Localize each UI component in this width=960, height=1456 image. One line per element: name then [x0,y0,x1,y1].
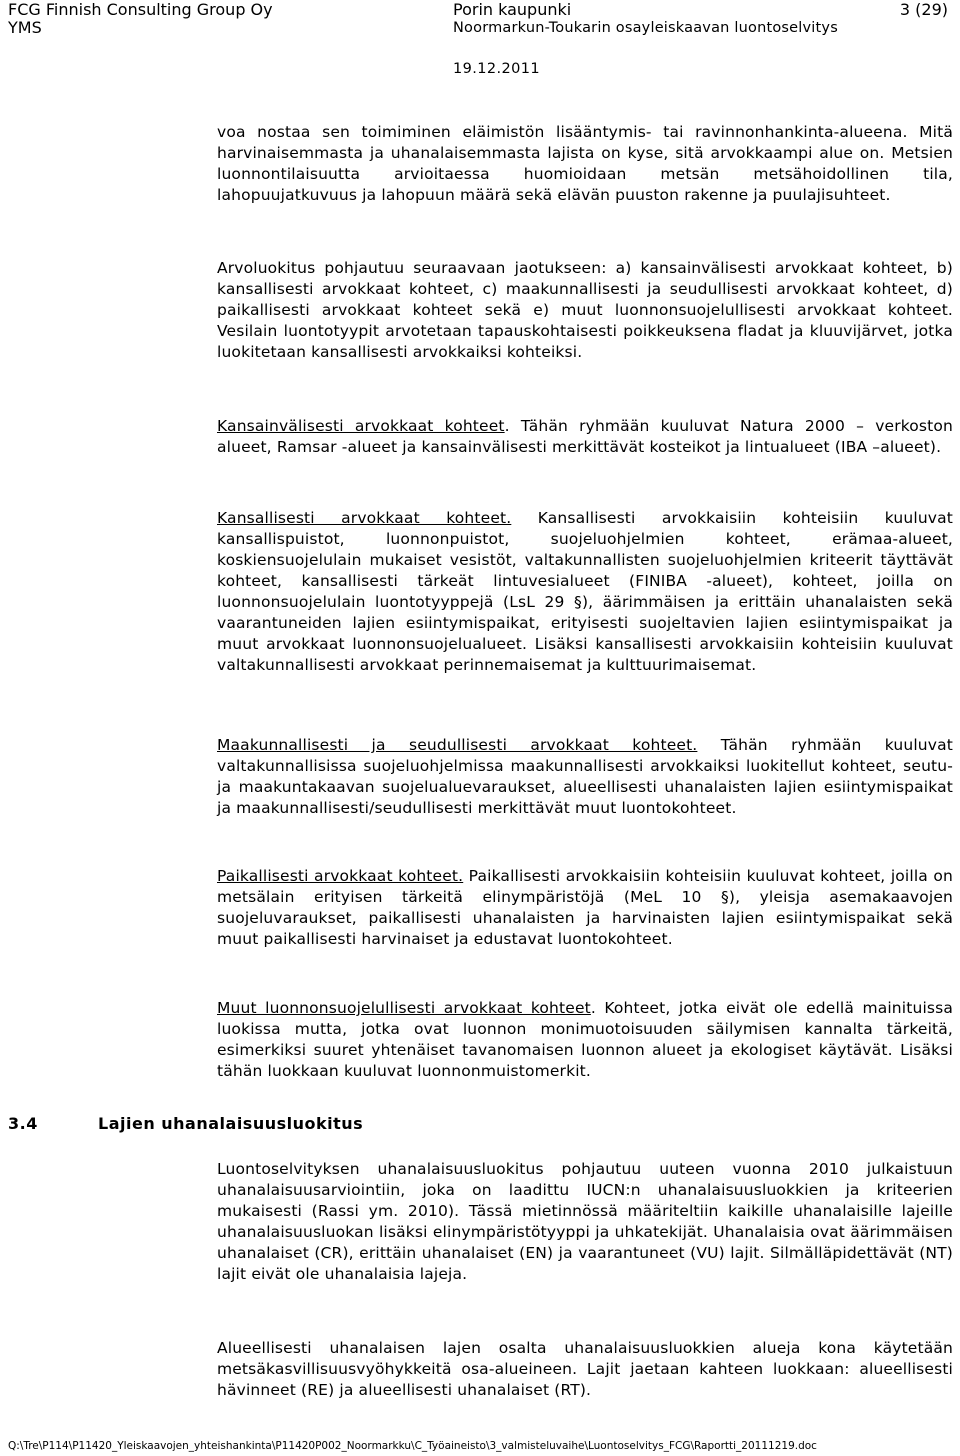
paragraph-national [217,508,953,676]
local-text: Paikallisesti arvokkaisiin kohteisiin kuuluvat kohteet, joilla on metsälain erityisen tärkeitä elinympäristöjä (MeL 10 §), yleisja asemakaavojen suojeluvaraukset, paikallisesti uhanalaisten ja harvinaisten lajien esiintymispaikat sekä muut paikallisesti harvinaiset ja edustavat luontokohteet. [217,867,953,948]
international-text: . Tähän ryhmään kuuluvat Natura 2000 – verkoston alueet, Ramsar -alueet ja kansainvälisesti merkittävät kosteikot ja lintualueet (IBA –alueet). [217,417,953,456]
header-document-title: Noormarkun-Toukarin osayleiskaavan luontoselvitys [453,20,838,36]
section-number: 3.4 [8,1114,38,1133]
section-title: Lajien uhanalaisuusluokitus [98,1114,364,1133]
national-text: Kansallisesti arvokkaisiin kohteisiin kuuluvat kansallispuistot, luonnonpuistot, suojeluohjelmien kohteet, erämaa-alueet, koskiensuojelulain mukaiset vesistöt, valtakunnallisten suojeluohjelmien kriteerit täyttävät kohteet, kansallisesti tärkeät lintuvesialueet (FINIBA -alueet), kohteet, joilla on luonnonsuojelulain luontotyyppejä (LsL 29 §), äärimmäisen ja erittäin uhanalaisten sekä vaarantuneiden lajien esiintymispaikat, erityisesti suojeltavien lajien esiintymispaikat ja muut arvokkaat luonnonsuojelualueet. Lisäksi kansallisesti arvokkaisiin kohteisiin kuuluvat valtakunnallisesti arvokkaat perinnemaisemat ja kulttuurimaisemat. [217,509,953,674]
international-heading: Kansainvälisesti arvokkaat kohteet [217,417,505,435]
footer-file-path: Q:\Tre\P114\P11420_Yleiskaavojen_yhteishankinta\P11420P002_Noormarkku\C_Työaineisto\3_valmisteluvaihe\Luontoselvitys_FCG\Raportti_20111219.doc [8,1440,817,1452]
paragraph-other-valuable [217,998,953,1082]
local-heading: Paikallisesti arvokkaat kohteet. [217,867,464,885]
paragraph-value-factors: voa nostaa sen toimiminen eläimistön lisääntymis- tai ravinnonhankinta-alueena. Mitä harvinaisemmasta ja uhanalaisemmasta lajista on kyse, sitä arvokkaampi alue on. Metsien luonnontilaisuutta arvioitaessa huomioidaan metsän metsähoidollinen tila, lahopuujatkuvuus ja lahopuun määrä sekä elävän puuston rakenne ja puulajisuhteet. [217,123,953,204]
paragraph-regional [217,735,953,819]
paragraph-classification: Arvoluokitus pohjautuu seuraavaan jaotukseen: a) kansainvälisesti arvokkaat kohteet, b) kansallisesti arvokkaat kohteet, c) maakunnallisesti ja seudullisesti arvokkaat kohteet, d) paikallisesti arvokkaat kohteet sekä e) muut luonnonsuojelullisesti arvokkaat kohteet. Vesilain luontotyypit arvotetaan tapauskohtaisesti poikkeuksena fladat ja kluuvijärvet, jotka luokitetaan kansallisesti arvokkaiksi kohteiksi. [217,259,953,361]
regional-heading: Maakunnallisesti ja seudullisesti arvokkaat kohteet. [217,736,698,754]
regional-text: Tähän ryhmään kuuluvat valtakunnallisissa suojeluohjelmissa maakunnallisesti arvokkaiksi luokitellut kohteet, seutu- ja maakuntakaavan suojelualuevaraukset, alueellisesti uhanalaisten lajien esiintymispaikat ja maakunnallisesti/seudullisesti merkittävät muut luontokohteet. [217,736,953,817]
header-client: Porin kaupunki [453,0,572,19]
paragraph-local [217,866,953,950]
other-valuable-heading: Muut luonnonsuojelullisesti arvokkaat kohteet [217,999,591,1017]
paragraph-international [217,416,953,458]
section-heading [8,1114,363,1133]
header-date: 19.12.2011 [453,61,541,77]
national-heading: Kansallisesti arvokkaat kohteet. [217,509,512,527]
header-unit: YMS [8,18,42,37]
paragraph-threat-classification: Luontoselvityksen uhanalaisuusluokitus pohjautuu uuteen vuonna 2010 julkaistuun uhanalaisuusarviointiin, joka on laadittu IUCN:n uhanalaisuusluokkien ja kriteerien mukaisesti (Rassi ym. 2010). Tässä mietinnössä määriteltiin kaikille uhanalaisille lajeille uhanalaisuusluokan lisäksi elinympäristötyyppi ja uhkatekijät. Uhanalaisia ovat äärimmäisen uhanalaiset (CR), erittäin uhanalaiset (EN) ja vaarantuneet (VU) lajit. Silmälläpidettävät (NT) lajit eivät ole uhanalaisia lajeja. [217,1160,953,1283]
header-page-number: 3 (29) [899,0,948,19]
header-company: FCG Finnish Consulting Group Oy [8,0,273,19]
paragraph-regional-threat: Alueellisesti uhanalaisen lajen osalta uhanalaisuusluokkien alueja kona käytetään metsäkasvillisuusvyöhykkeitä osa-alueineen. Lajit jaetaan kahteen luokkaan: alueellisesti hävinneet (RE) ja alueellisesti uhanalaiset (RT). [217,1339,953,1399]
other-valuable-text: . Kohteet, jotka eivät ole edellä mainituissa luokissa mutta, jotka ovat luonnon monimuotoisuuden säilymisen kannalta tärkeitä, esimerkiksi suuret yhtenäiset tavanomaisen luonnon alueet ja ekologiset käytävät. Lisäksi tähän luokkaan kuuluvat luonnonmuistomerkit. [217,999,953,1080]
